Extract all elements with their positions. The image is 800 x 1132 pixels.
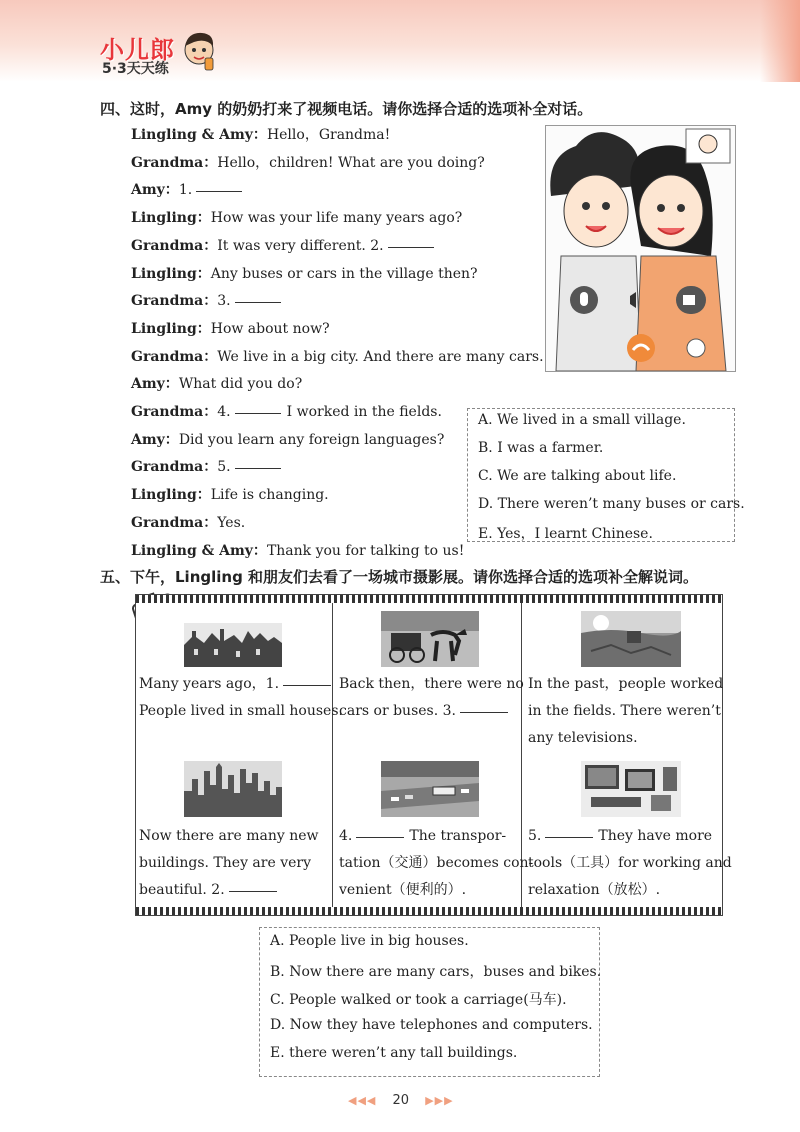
utterance: 5. bbox=[217, 459, 231, 476]
dialogue-line bbox=[131, 346, 544, 366]
answer-blank[interactable] bbox=[196, 190, 242, 192]
speaker: Grandma： bbox=[131, 154, 218, 171]
dialogue-line bbox=[131, 235, 434, 255]
section5-options-box bbox=[259, 927, 600, 1077]
utterance: What did you do? bbox=[178, 376, 303, 393]
speaker: Lingling & Amy： bbox=[131, 127, 267, 143]
utterance: Hello，children! What are you doing? bbox=[217, 154, 485, 171]
section4-options-box bbox=[467, 408, 745, 542]
answer-blank[interactable] bbox=[235, 301, 281, 303]
utterance: How was your life many years ago? bbox=[210, 210, 463, 227]
photo-caption bbox=[339, 671, 527, 725]
utterance: 3. bbox=[217, 293, 231, 310]
caption-text: in the fields. There weren’t bbox=[528, 703, 721, 719]
utterance: Did you learn any foreign languages? bbox=[178, 431, 445, 448]
carriage-photo bbox=[381, 611, 479, 667]
caption-text: tation（交通）becomes con- bbox=[339, 855, 534, 871]
logo-title: 小儿郎 bbox=[100, 36, 175, 64]
speaker: Grandma： bbox=[131, 514, 218, 531]
caption-line bbox=[528, 671, 724, 698]
speaker: Grandma： bbox=[131, 348, 218, 365]
option-d: D. Now they have telephones and computers. bbox=[270, 1017, 593, 1033]
photo-caption bbox=[139, 671, 343, 725]
dialogue-line bbox=[131, 207, 462, 227]
speaker: Amy： bbox=[131, 376, 179, 393]
fields-photo bbox=[581, 611, 681, 667]
caption-line bbox=[528, 725, 716, 752]
speaker: Grandma： bbox=[131, 404, 218, 420]
caption-line bbox=[139, 850, 327, 877]
caption-line bbox=[528, 877, 716, 904]
caption-text: any televisions. bbox=[528, 730, 638, 746]
utterance: 1. bbox=[178, 182, 193, 199]
dialogue-line bbox=[131, 512, 245, 532]
caption-text: 5. bbox=[528, 828, 542, 844]
caption-text: In the past，people worked bbox=[528, 676, 724, 692]
utterance: Thank you for talking to us! bbox=[266, 542, 465, 559]
computers-photo bbox=[581, 761, 681, 817]
speaker: Amy： bbox=[131, 182, 179, 199]
caption-text: relaxation（放松）. bbox=[528, 882, 661, 898]
caption-line bbox=[339, 877, 527, 904]
dialogue-line bbox=[131, 318, 330, 338]
caption-text-after: The transpor- bbox=[409, 828, 507, 844]
option-c: C. People walked or took a carriage(马车). bbox=[270, 992, 567, 1008]
answer-blank[interactable] bbox=[460, 711, 508, 713]
dialogue-line bbox=[131, 290, 281, 310]
answer-blank[interactable] bbox=[545, 836, 593, 838]
dialogue-line bbox=[131, 152, 485, 172]
utterance: Life is changing. bbox=[210, 487, 329, 504]
speaker: Grandma： bbox=[131, 237, 218, 254]
dialogue-line bbox=[131, 179, 242, 199]
option-a: A. People live in big houses. bbox=[270, 933, 469, 949]
old-houses-photo bbox=[184, 623, 282, 667]
caption-line bbox=[528, 823, 716, 850]
caption-text: venient（便利的）. bbox=[339, 882, 467, 898]
option-b: B. Now there are many cars，buses and bikes. bbox=[270, 964, 602, 980]
film-strip-top bbox=[136, 595, 722, 603]
caption-line bbox=[528, 698, 721, 725]
photo-caption bbox=[139, 823, 327, 904]
speaker: Lingling： bbox=[131, 320, 211, 337]
answer-blank[interactable] bbox=[283, 684, 331, 686]
logo bbox=[100, 30, 230, 80]
dialogue-line bbox=[131, 263, 478, 283]
photo-caption bbox=[339, 823, 534, 904]
speaker: Lingling： bbox=[131, 210, 211, 227]
utterance: Hello，Grandma! bbox=[266, 127, 391, 143]
tall-buildings-photo bbox=[184, 761, 282, 817]
video-call-scene-icon bbox=[546, 126, 735, 371]
dialogue-line bbox=[131, 373, 302, 393]
caption-line bbox=[339, 823, 527, 850]
caption-text: Back then，there were no bbox=[339, 676, 524, 692]
utterance: How about now? bbox=[210, 320, 330, 337]
speaker: Lingling： bbox=[131, 487, 211, 504]
caption-text: Many years ago，1. bbox=[139, 676, 280, 692]
speaker: Lingling & Amy： bbox=[131, 542, 267, 559]
dialogue-line bbox=[131, 484, 329, 504]
caption-text: Now there are many new bbox=[139, 828, 319, 844]
dialogue-line bbox=[131, 540, 464, 560]
caption-text: beautiful. 2. bbox=[139, 882, 225, 898]
utterance: We live in a big city. And there are many cars. bbox=[217, 348, 544, 365]
utterance: Yes. bbox=[217, 514, 246, 531]
photo-exhibition-film bbox=[135, 594, 732, 916]
film-strip-bottom bbox=[136, 907, 722, 915]
divider bbox=[332, 603, 333, 907]
speaker: Lingling： bbox=[131, 265, 211, 282]
dialogue-line bbox=[131, 401, 442, 421]
answer-blank[interactable] bbox=[235, 467, 281, 469]
arrows-right: ▶▶▶ bbox=[425, 1094, 454, 1107]
speaker: Grandma： bbox=[131, 459, 218, 476]
caption-text: buildings. They are very bbox=[139, 855, 312, 871]
caption-line bbox=[528, 850, 732, 877]
section5-title: 五、下午，Lingling 和朋友们去看了一场城市摄影展。请你选择合适的选项补全解说词。 bbox=[100, 568, 699, 586]
option-b: B. I was a farmer. bbox=[478, 440, 604, 456]
speaker: Amy： bbox=[131, 431, 179, 448]
answer-blank[interactable] bbox=[388, 246, 434, 248]
logo-subtitle: 5·3天天练 bbox=[102, 61, 169, 77]
speaker: Grandma： bbox=[131, 293, 218, 310]
answer-blank[interactable] bbox=[235, 412, 281, 414]
caption-text: People lived in small houses. bbox=[139, 703, 343, 719]
caption-line bbox=[339, 850, 534, 877]
option-a: A. We lived in a small village. bbox=[478, 412, 686, 428]
utterance: It was very different. 2. bbox=[217, 237, 384, 254]
utterance: Any buses or cars in the village then? bbox=[210, 265, 478, 282]
option-c: C. We are talking about life. bbox=[478, 468, 677, 484]
dialogue-line bbox=[131, 124, 390, 144]
caption-line bbox=[139, 671, 327, 698]
utterance: 4. bbox=[217, 404, 231, 420]
dialogue-line bbox=[131, 429, 444, 449]
photo-caption bbox=[528, 823, 732, 904]
photo-caption bbox=[528, 671, 724, 752]
caption-line bbox=[339, 698, 527, 725]
caption-line bbox=[139, 698, 343, 725]
caption-line bbox=[339, 671, 527, 698]
caption-text: tools（工具）for working and bbox=[528, 855, 732, 871]
answer-blank[interactable] bbox=[356, 836, 404, 838]
caption-text: cars or buses. 3. bbox=[339, 703, 456, 719]
video-call-illustration bbox=[545, 125, 736, 372]
answer-blank[interactable] bbox=[229, 890, 277, 892]
arrows-left: ◀◀◀ bbox=[348, 1094, 377, 1107]
traffic-photo bbox=[381, 761, 479, 817]
caption-text: 4. bbox=[339, 828, 353, 844]
page-footer bbox=[348, 1093, 454, 1108]
caption-text-after: They have more bbox=[598, 828, 713, 844]
caption-line bbox=[139, 823, 327, 850]
option-e: E. Yes，I learnt Chinese. bbox=[478, 526, 653, 542]
page-number: 20 bbox=[392, 1093, 410, 1108]
dialogue-line bbox=[131, 456, 281, 476]
caption-line bbox=[139, 877, 327, 904]
boy-mascot-icon bbox=[180, 28, 218, 72]
section4-title: 四、这时，Amy 的奶奶打来了视频电话。请你选择合适的选项补全对话。 bbox=[100, 100, 593, 118]
option-e: E. there weren’t any tall buildings. bbox=[270, 1045, 518, 1061]
utterance-after: I worked in the fields. bbox=[286, 404, 442, 420]
option-d: D. There weren’t many buses or cars. bbox=[478, 496, 745, 512]
